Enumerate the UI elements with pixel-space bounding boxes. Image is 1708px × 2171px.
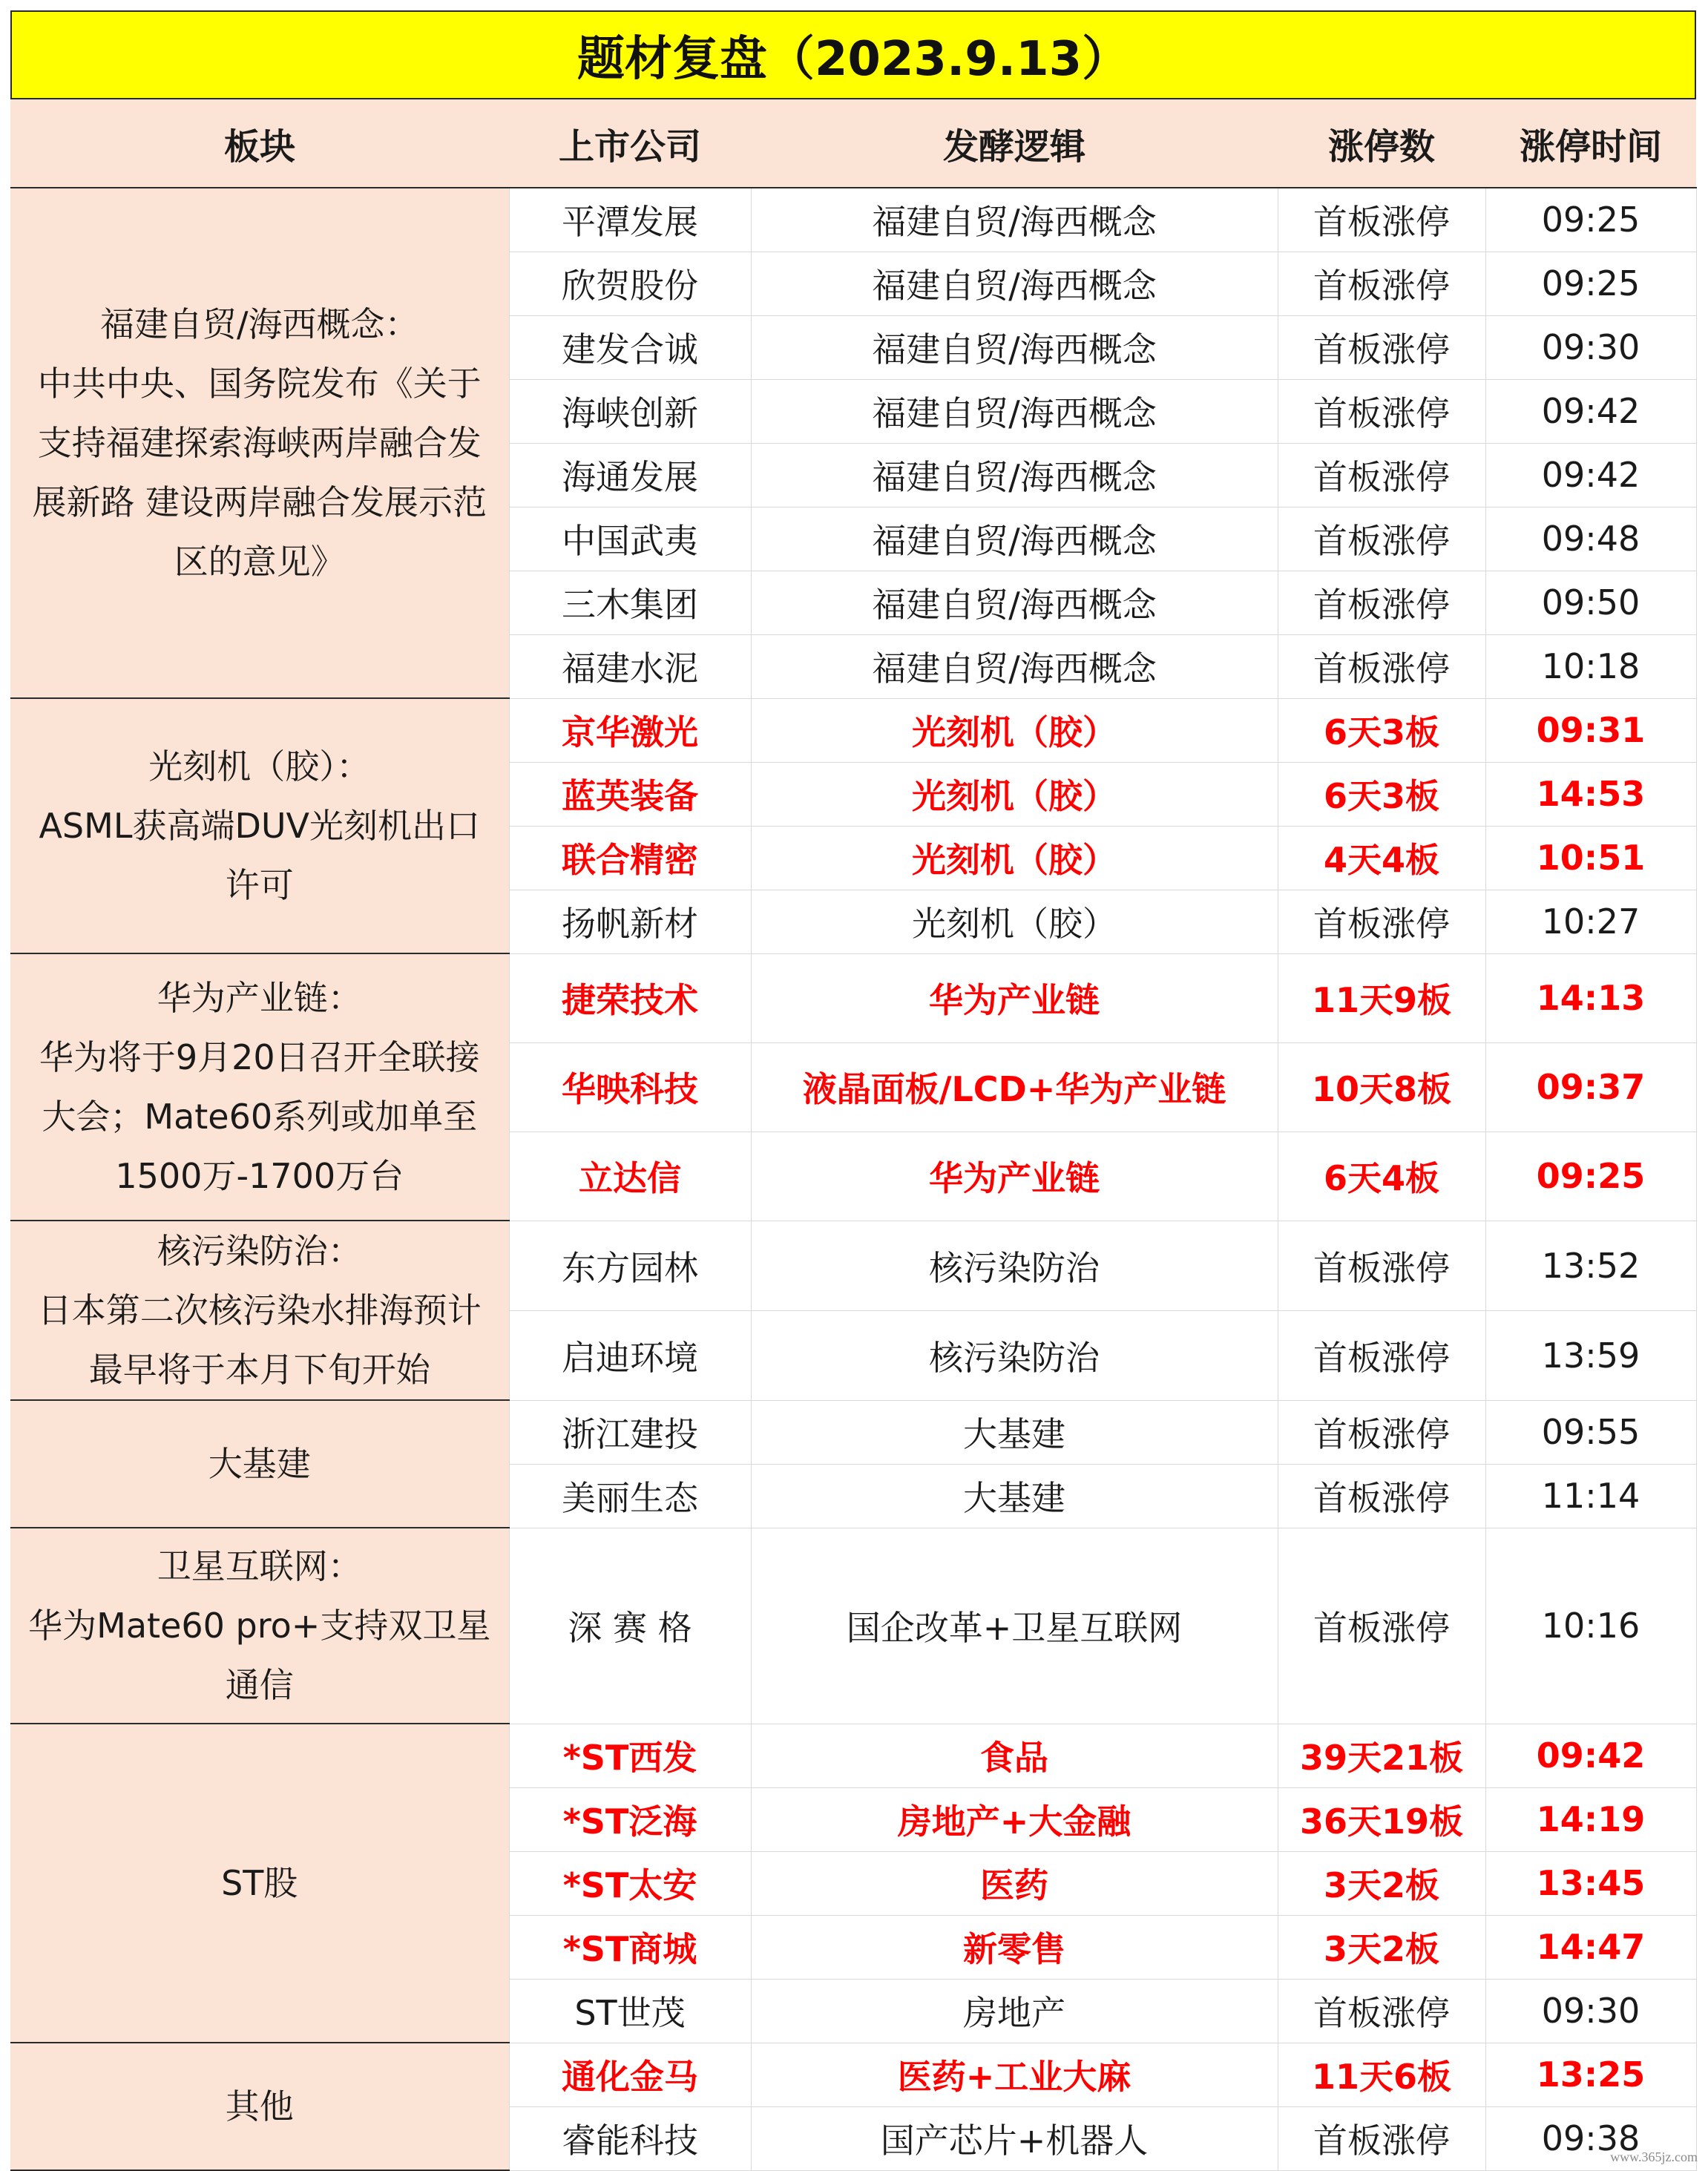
limit-time-cell: 13:52 (1485, 1221, 1696, 1310)
limit-count-cell: 首板涨停 (1278, 379, 1485, 443)
table-row (10, 188, 1696, 252)
limit-time-cell: 09:55 (1485, 1400, 1696, 1464)
limit-count-cell: 39天21板 (1278, 1724, 1485, 1787)
limit-count-cell: 首板涨停 (1278, 1400, 1485, 1464)
limit-time-cell: 10:27 (1485, 890, 1696, 953)
company-cell: 立达信 (509, 1132, 751, 1221)
logic-cell: 福建自贸/海西概念 (751, 315, 1278, 379)
limit-time-cell: 09:42 (1485, 1724, 1696, 1787)
company-cell: 海通发展 (509, 443, 751, 507)
logic-cell: 医药 (751, 1851, 1278, 1915)
table-row (10, 953, 1696, 1042)
logic-cell: 新零售 (751, 1915, 1278, 1979)
limit-time-cell: 09:25 (1485, 1132, 1696, 1221)
logic-cell: 房地产+大金融 (751, 1787, 1278, 1851)
limit-time-cell: 09:42 (1485, 379, 1696, 443)
sector-title: 其他 (225, 2086, 294, 2126)
sector-cell (10, 1221, 509, 1400)
limit-time-cell: 09:48 (1485, 507, 1696, 571)
logic-cell: 医药+工业大麻 (751, 2043, 1278, 2106)
sector-cell (10, 1528, 509, 1724)
company-cell: 京华激光 (509, 698, 751, 762)
limit-count-cell: 10天8板 (1278, 1042, 1485, 1132)
sector-description: ASML获高端DUV光刻机出口许可 (39, 806, 481, 905)
limit-count-cell: 首板涨停 (1278, 2106, 1485, 2170)
sector-title: 华为产业链： (157, 978, 362, 1018)
limit-count-cell: 首板涨停 (1278, 1310, 1485, 1400)
limit-count-cell: 首板涨停 (1278, 315, 1485, 379)
logic-cell: 核污染防治 (751, 1221, 1278, 1310)
company-cell: 捷荣技术 (509, 953, 751, 1042)
limit-count-cell: 36天19板 (1278, 1787, 1485, 1851)
logic-cell: 食品 (751, 1724, 1278, 1787)
sector-cell (10, 188, 509, 698)
sector-description: 日本第二次核污染水排海预计最早将于本月下旬开始 (37, 1290, 482, 1390)
company-cell: *ST泛海 (509, 1787, 751, 1851)
logic-cell: 华为产业链 (751, 1132, 1278, 1221)
sector-cell (10, 1400, 509, 1528)
table-row (10, 1400, 1696, 1464)
company-cell: *ST太安 (509, 1851, 751, 1915)
limit-count-cell: 首板涨停 (1278, 188, 1485, 252)
logic-cell: 福建自贸/海西概念 (751, 443, 1278, 507)
limit-time-cell: 09:38 (1485, 2106, 1696, 2170)
watermark: www.365jz.com (1610, 2149, 1698, 2164)
limit-time-cell: 09:50 (1485, 571, 1696, 634)
limit-count-cell: 6天4板 (1278, 1132, 1485, 1221)
logic-cell: 液晶面板/LCD+华为产业链 (751, 1042, 1278, 1132)
limit-count-cell: 3天2板 (1278, 1915, 1485, 1979)
limit-count-cell: 首板涨停 (1278, 252, 1485, 315)
limit-time-cell: 09:42 (1485, 443, 1696, 507)
limit-count-cell: 4天4板 (1278, 826, 1485, 890)
company-cell: 建发合诚 (509, 315, 751, 379)
sector-description: 中共中央、国务院发布《关于支持福建探索海峡两岸融合发展新路 建设两岸融合发展示范区的意见》 (32, 364, 487, 582)
table-row (10, 1221, 1696, 1310)
company-cell: *ST商城 (509, 1915, 751, 1979)
limit-time-cell: 09:25 (1485, 252, 1696, 315)
table-body (10, 188, 1696, 2170)
limit-count-cell: 3天2板 (1278, 1851, 1485, 1915)
logic-cell: 房地产 (751, 1979, 1278, 2043)
limit-count-cell: 11天6板 (1278, 2043, 1485, 2106)
table-row (10, 698, 1696, 762)
limit-time-cell: 09:25 (1485, 188, 1696, 252)
header-limit-count: 涨停数 (1278, 99, 1485, 188)
limit-time-cell: 10:18 (1485, 634, 1696, 698)
limit-time-cell: 14:53 (1485, 762, 1696, 826)
company-cell: 美丽生态 (509, 1464, 751, 1528)
logic-cell: 国产芯片+机器人 (751, 2106, 1278, 2170)
company-cell: 扬帆新材 (509, 890, 751, 953)
logic-cell: 光刻机（胶） (751, 826, 1278, 890)
logic-cell: 国企改革+卫星互联网 (751, 1528, 1278, 1724)
company-cell: 深 赛 格 (509, 1528, 751, 1724)
limit-count-cell: 首板涨停 (1278, 634, 1485, 698)
table-row (10, 1528, 1696, 1724)
limit-time-cell: 13:59 (1485, 1310, 1696, 1400)
logic-cell: 光刻机（胶） (751, 890, 1278, 953)
logic-cell: 福建自贸/海西概念 (751, 379, 1278, 443)
company-cell: 华映科技 (509, 1042, 751, 1132)
limit-time-cell: 14:47 (1485, 1915, 1696, 1979)
logic-cell: 大基建 (751, 1464, 1278, 1528)
sector-title: 福建自贸/海西概念： (100, 304, 419, 344)
logic-cell: 福建自贸/海西概念 (751, 571, 1278, 634)
header-limit-time: 涨停时间 (1485, 99, 1696, 188)
limit-time-cell: 13:25 (1485, 2043, 1696, 2106)
sector-cell (10, 2043, 509, 2170)
limit-up-table (10, 99, 1697, 2171)
company-cell: *ST西发 (509, 1724, 751, 1787)
sector-cell (10, 953, 509, 1221)
page-title: 题材复盘（2023.9.13） (10, 10, 1696, 99)
limit-count-cell: 首板涨停 (1278, 890, 1485, 953)
sector-title: 核污染防治： (157, 1231, 362, 1271)
limit-count-cell: 首板涨停 (1278, 1979, 1485, 2043)
logic-cell: 核污染防治 (751, 1310, 1278, 1400)
limit-time-cell: 09:31 (1485, 698, 1696, 762)
header-row (10, 99, 1696, 188)
logic-cell: 光刻机（胶） (751, 698, 1278, 762)
table-row (10, 1724, 1696, 1787)
company-cell: 蓝英装备 (509, 762, 751, 826)
company-cell: 平潭发展 (509, 188, 751, 252)
sector-title: 大基建 (208, 1444, 311, 1484)
company-cell: 浙江建投 (509, 1400, 751, 1464)
logic-cell: 福建自贸/海西概念 (751, 252, 1278, 315)
limit-time-cell: 10:16 (1485, 1528, 1696, 1724)
company-cell: 睿能科技 (509, 2106, 751, 2170)
limit-count-cell: 首板涨停 (1278, 1528, 1485, 1724)
header-logic: 发酵逻辑 (751, 99, 1278, 188)
company-cell: 欣贺股份 (509, 252, 751, 315)
company-cell: ST世茂 (509, 1979, 751, 2043)
limit-time-cell: 09:30 (1485, 315, 1696, 379)
logic-cell: 光刻机（胶） (751, 762, 1278, 826)
limit-count-cell: 首板涨停 (1278, 1464, 1485, 1528)
company-cell: 福建水泥 (509, 634, 751, 698)
logic-cell: 福建自贸/海西概念 (751, 507, 1278, 571)
limit-count-cell: 6天3板 (1278, 698, 1485, 762)
limit-time-cell: 11:14 (1485, 1464, 1696, 1528)
logic-cell: 大基建 (751, 1400, 1278, 1464)
table-row (10, 2043, 1696, 2106)
logic-cell: 福建自贸/海西概念 (751, 188, 1278, 252)
logic-cell: 华为产业链 (751, 953, 1278, 1042)
review-sheet (10, 10, 1696, 2171)
company-cell: 联合精密 (509, 826, 751, 890)
header-company: 上市公司 (509, 99, 751, 188)
company-cell: 中国武夷 (509, 507, 751, 571)
sector-cell (10, 1724, 509, 2043)
limit-time-cell: 09:37 (1485, 1042, 1696, 1132)
limit-count-cell: 首板涨停 (1278, 507, 1485, 571)
sector-cell (10, 698, 509, 953)
limit-count-cell: 首板涨停 (1278, 1221, 1485, 1310)
limit-time-cell: 14:19 (1485, 1787, 1696, 1851)
header-sector: 板块 (10, 99, 509, 188)
limit-count-cell: 6天3板 (1278, 762, 1485, 826)
sector-title: 卫星互联网： (157, 1546, 362, 1586)
sector-title: ST股 (221, 1863, 298, 1903)
limit-count-cell: 首板涨停 (1278, 571, 1485, 634)
logic-cell: 福建自贸/海西概念 (751, 634, 1278, 698)
company-cell: 三木集团 (509, 571, 751, 634)
limit-count-cell: 首板涨停 (1278, 443, 1485, 507)
limit-time-cell: 10:51 (1485, 826, 1696, 890)
limit-count-cell: 11天9板 (1278, 953, 1485, 1042)
sector-description: 华为Mate60 pro+支持双卫星通信 (28, 1606, 491, 1705)
company-cell: 海峡创新 (509, 379, 751, 443)
company-cell: 启迪环境 (509, 1310, 751, 1400)
limit-time-cell: 14:13 (1485, 953, 1696, 1042)
company-cell: 东方园林 (509, 1221, 751, 1310)
limit-time-cell: 09:30 (1485, 1979, 1696, 2043)
sector-description: 华为将于9月20日召开全联接大会；Mate60系列或加单至1500万-1700万台 (39, 1037, 480, 1196)
company-cell: 通化金马 (509, 2043, 751, 2106)
sector-title: 光刻机（胶）： (148, 746, 371, 786)
limit-time-cell: 13:45 (1485, 1851, 1696, 1915)
